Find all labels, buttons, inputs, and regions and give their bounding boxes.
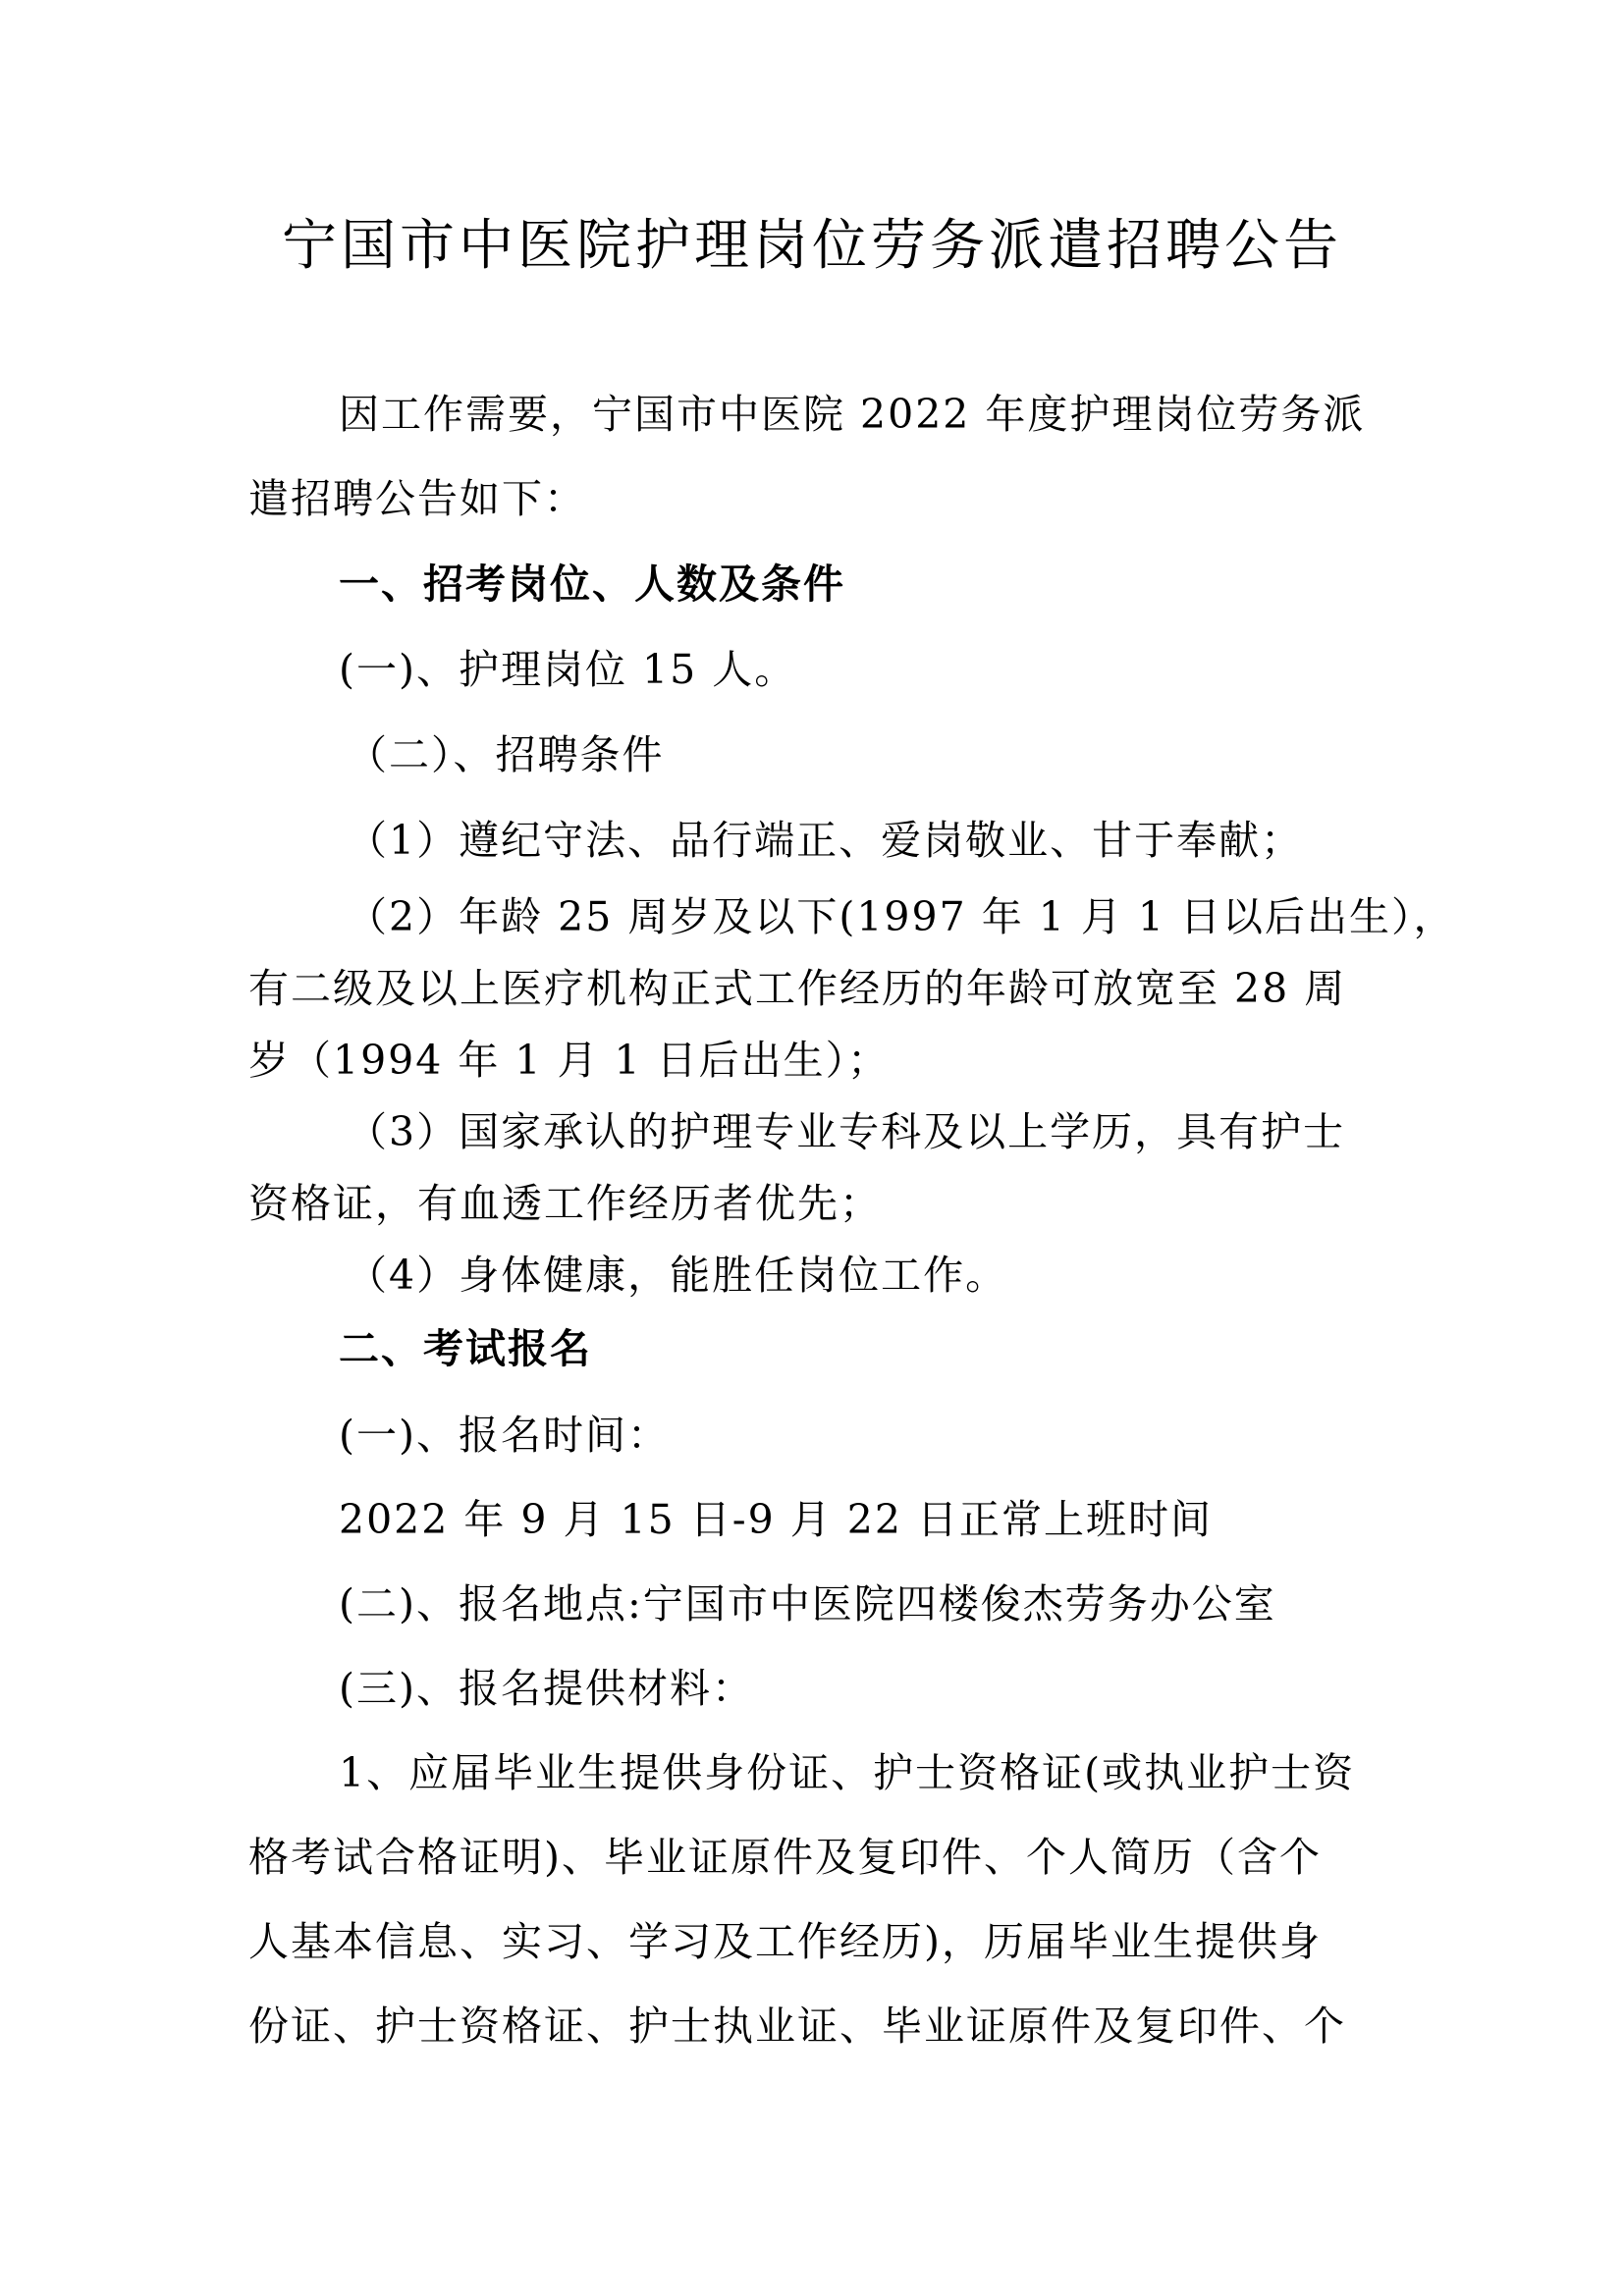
- paragraph-line: 格考试合格证明)、毕业证原件及复印件、个人简历（含个: [248, 1834, 1322, 1881]
- paragraph-line: （2）年龄 25 周岁及以下(1997 年 1 月 1 日以后出生），: [347, 893, 1456, 940]
- paragraph-line: 1、应届毕业生提供身份证、护士资格证(或执业护士资: [339, 1749, 1356, 1796]
- paragraph-line: （二）、招聘条件: [347, 731, 665, 778]
- paragraph-line: 有二级及以上医疗机构正式工作经历的年龄可放宽至 28 周: [248, 965, 1347, 1012]
- paragraph-line: （4）身体健康，能胜任岗位工作。: [347, 1252, 1008, 1299]
- paragraph-line: 份证、护士资格证、护士执业证、毕业证原件及复印件、个: [248, 2002, 1346, 2050]
- paragraph-line: 2022 年 9 月 15 日-9 月 22 日正常上班时间: [339, 1496, 1213, 1543]
- section-heading-1: 一、招考岗位、人数及条件: [339, 561, 845, 608]
- paragraph-line: 资格证，有血透工作经历者优先；: [248, 1180, 882, 1227]
- paragraph-line: 岁（1994 年 1 月 1 日后出生）；: [248, 1037, 891, 1084]
- paragraph-line: (三)、报名提供材料：: [339, 1665, 754, 1712]
- paragraph-line: (二)、报名地点:宁国市中医院四楼俊杰劳务办公室: [339, 1580, 1276, 1628]
- paragraph-line: （1）遵纪守法、品行端正、爱岗敬业、甘于奉献；: [347, 817, 1304, 864]
- paragraph-line-intro-2: 遣招聘公告如下：: [248, 475, 586, 522]
- paragraph-line: 人基本信息、实习、学习及工作经历)，历届毕业生提供身: [248, 1918, 1322, 1965]
- paragraph-line: (一)、护理岗位 15 人。: [339, 646, 797, 693]
- document-title: 宁国市中医院护理岗位劳务派遣招聘公告: [282, 214, 1342, 278]
- paragraph-line: (一)、报名时间：: [339, 1412, 670, 1459]
- paragraph-line: （3）国家承认的护理专业专科及以上学历，具有护士: [347, 1108, 1346, 1155]
- section-heading-2: 二、考试报名: [339, 1325, 592, 1372]
- paragraph-line-intro-1: 因工作需要，宁国市中医院 2022 年度护理岗位劳务派: [339, 391, 1366, 438]
